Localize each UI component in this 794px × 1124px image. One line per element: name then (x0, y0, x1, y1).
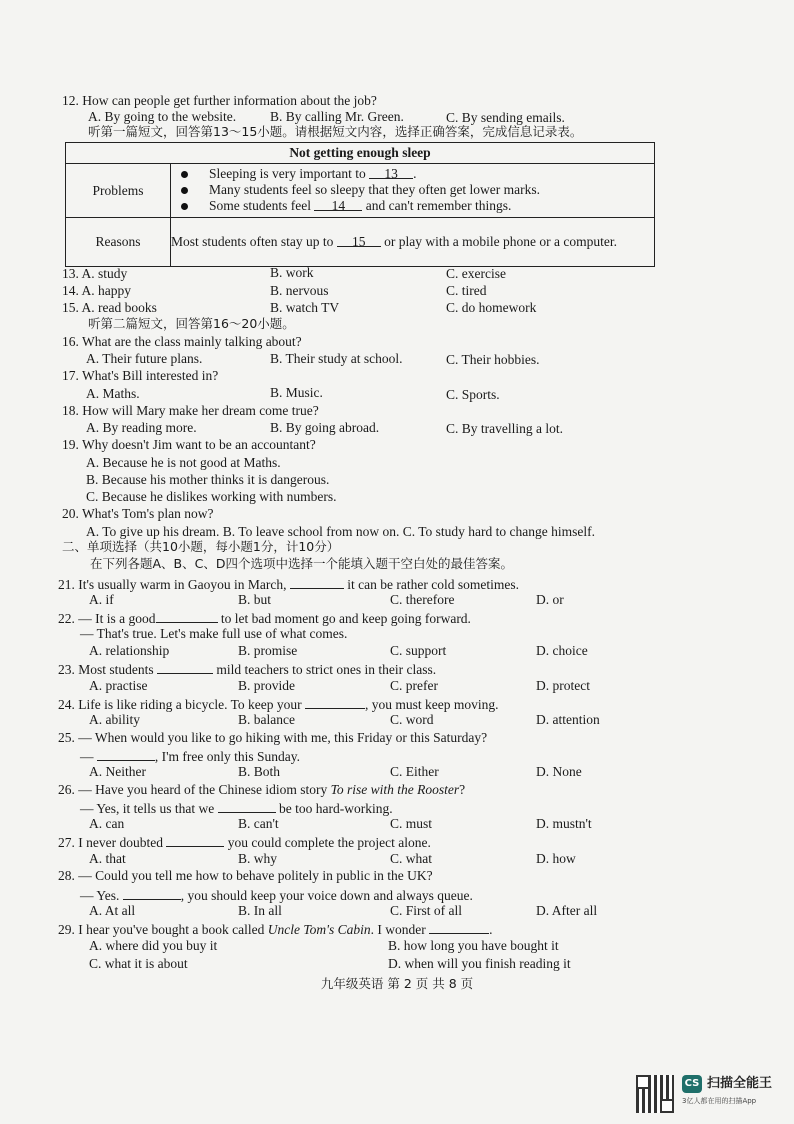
q16-option-b: B. Their study at school. (270, 351, 403, 366)
q12-option-a: A. By going to the website. (88, 109, 237, 124)
q24-stem: 24. Life is like riding a bicycle. To keep your , you must keep moving. (58, 697, 499, 712)
q28-option-d: D. After all (536, 903, 598, 918)
q19-stem: 19. Why doesn't Jim want to be an accountant? (62, 437, 316, 452)
q22-reply: — That's true. Let's make full use of what comes. (80, 626, 348, 641)
q22-blank[interactable] (156, 610, 218, 623)
q12-stem: 12. How can people get further information about the job? (62, 93, 377, 108)
q27-option-d: D. how (536, 851, 576, 866)
q13-option-c: C. exercise (446, 266, 506, 281)
q24-option-a: A. ability (89, 712, 140, 727)
q17-option-b: B. Music. (270, 385, 323, 400)
blank-15[interactable]: 15 (337, 234, 381, 247)
q25-blank[interactable] (97, 748, 155, 761)
q23-option-a: A. practise (89, 678, 148, 693)
q25-reply: — , I'm free only this Sunday. (80, 749, 301, 764)
q21-blank[interactable] (290, 576, 344, 589)
q19-option-a: A. Because he is not good at Maths. (86, 455, 281, 470)
q26-reply: — Yes, it tells us that we be too hard-working. (80, 801, 393, 816)
q18-option-b: B. By going abroad. (270, 420, 380, 435)
q27-option-b: B. why (238, 851, 278, 866)
q28-stem: 28. — Could you tell me how to behave politely in public in the UK? (58, 868, 433, 883)
info-record-table (65, 142, 655, 267)
q29-option-c: C. what it is about (89, 956, 188, 971)
q16-stem: 16. What are the class mainly talking about? (62, 334, 302, 349)
section2-instruction: 在下列各题A、B、C、D四个选项中选择一个能填入题干空白处的最佳答案。 (90, 556, 513, 571)
blank-14[interactable]: 14 (314, 198, 362, 211)
problem-item: Some students feel 14 and can't remember things. (171, 198, 654, 214)
q29-option-b: B. how long you have bought it (388, 938, 559, 953)
q25-option-d: D. None (536, 764, 582, 779)
q25-stem: 25. — When would you like to go hiking with me, this Friday or this Saturday? (58, 730, 488, 745)
q25-option-b: B. Both (238, 764, 281, 779)
q14-option-b: B. nervous (270, 283, 329, 298)
q23-blank[interactable] (157, 661, 213, 674)
table-title: Not getting enough sleep (66, 143, 655, 164)
q26-option-b: B. can't (238, 816, 279, 831)
q17-option-a: A. Maths. (86, 386, 140, 401)
q28-option-c: C. First of all (390, 903, 463, 918)
q24-option-c: C. word (390, 712, 434, 727)
problems-label: Problems (66, 164, 171, 218)
q29-stem: 29. I hear you've bought a book called Uncle Tom's Cabin. I wonder . (58, 922, 493, 937)
q23-option-d: D. protect (536, 678, 590, 693)
q21-option-a: A. if (89, 592, 114, 607)
q15-option-b: B. watch TV (270, 300, 340, 315)
q15-option-c: C. do homework (446, 300, 537, 315)
q28-blank[interactable] (123, 887, 181, 900)
q26-option-c: C. must (390, 816, 433, 831)
q22-option-c: C. support (390, 643, 447, 658)
q19-option-c: C. Because he dislikes working with numbers. (86, 489, 337, 504)
q26-option-d: D. mustn't (536, 816, 592, 831)
q13-option-a: 13. A. study (62, 266, 128, 281)
q12-option-b: B. By calling Mr. Green. (270, 109, 404, 124)
camscanner-logo: CS (682, 1075, 702, 1093)
section2-title: 二、单项选择（共10小题，每小题1分，计10分） (62, 539, 340, 554)
q23-stem: 23. Most students mild teachers to strict ones in their class. (58, 662, 437, 677)
q21-option-d: D. or (536, 592, 564, 607)
q25-option-c: C. Either (390, 764, 439, 779)
q25-option-a: A. Neither (89, 764, 146, 779)
qr-code-icon (636, 1075, 674, 1113)
q29-option-d: D. when will you finish reading it (388, 956, 571, 971)
q21-option-c: C. therefore (390, 592, 455, 607)
q15-option-a: 15. A. read books (62, 300, 157, 315)
problem-item: Sleeping is very important to 13 . (171, 166, 654, 182)
q27-blank[interactable] (166, 834, 224, 847)
q16-option-a: A. Their future plans. (86, 351, 203, 366)
q12-option-c: C. By sending emails. (446, 110, 565, 125)
page-footer: 九年级英语 第 2 页 共 8 页 (320, 976, 474, 991)
book-title: Uncle Tom's Cabin (267, 922, 371, 937)
q28-reply: — Yes. , you should keep your voice down and always queue. (80, 888, 473, 903)
passage2-instruction: 听第二篇短文，回答第16～20小题。 (88, 316, 295, 331)
q24-blank[interactable] (305, 696, 365, 709)
passage1-instruction: 听第一篇短文，回答第13～15小题。请根据短文内容，选择正确答案，完成信息记录表。 (88, 124, 583, 139)
q29-option-a: A. where did you buy it (89, 938, 218, 953)
q18-option-a: A. By reading more. (86, 420, 197, 435)
q18-option-c: C. By travelling a lot. (446, 421, 563, 436)
reasons-label: Reasons (66, 218, 171, 267)
q17-stem: 17. What's Bill interested in? (62, 368, 219, 383)
q22-option-a: A. relationship (89, 643, 170, 658)
q27-stem: 27. I never doubted you could complete the project alone. (58, 835, 431, 850)
reason-text: Most students often stay up to 15 or play with a mobile phone or a computer. (171, 218, 655, 267)
blank-13[interactable]: 13 (369, 166, 413, 179)
problem-item: Many students feel so sleepy that they often get lower marks. (171, 182, 654, 198)
q22-option-d: D. choice (536, 643, 588, 658)
q17-option-c: C. Sports. (446, 387, 500, 402)
q29-blank[interactable] (429, 921, 489, 934)
q28-option-a: A. At all (89, 903, 136, 918)
q27-option-c: C. what (390, 851, 432, 866)
q27-option-a: A. that (89, 851, 126, 866)
q19-option-b: B. Because his mother thinks it is dangerous. (86, 472, 330, 487)
q22-stem: 22. — It is a good to let bad moment go and keep going forward. (58, 611, 471, 626)
scanner-name: 扫描全能王 (707, 1076, 773, 1091)
scanner-tagline: 3亿人都在用的扫描App (682, 1097, 757, 1105)
q24-option-b: B. balance (238, 712, 295, 727)
q28-option-b: B. In all (238, 903, 282, 918)
q23-option-c: C. prefer (390, 678, 438, 693)
q24-option-d: D. attention (536, 712, 600, 727)
q21-option-b: B. but (238, 592, 272, 607)
q20-stem: 20. What's Tom's plan now? (62, 506, 214, 521)
q20-options: A. To give up his dream. B. To leave school from now on. C. To study hard to change himself. (86, 524, 595, 539)
q14-option-a: 14. A. happy (62, 283, 131, 298)
q26-option-a: A. can (89, 816, 125, 831)
q22-option-b: B. promise (238, 643, 298, 658)
idiom-title: To rise with the Rooster (330, 782, 460, 797)
q13-option-b: B. work (270, 265, 314, 280)
q26-stem: 26. — Have you heard of the Chinese idiom story To rise with the Rooster? (58, 782, 466, 797)
q23-option-b: B. provide (238, 678, 295, 693)
q18-stem: 18. How will Mary make her dream come true? (62, 403, 319, 418)
q26-blank[interactable] (218, 800, 276, 813)
q21-stem: 21. It's usually warm in Gaoyou in March, it can be rather cold sometimes. (58, 577, 519, 592)
q16-option-c: C. Their hobbies. (446, 352, 540, 367)
q14-option-c: C. tired (446, 283, 487, 298)
